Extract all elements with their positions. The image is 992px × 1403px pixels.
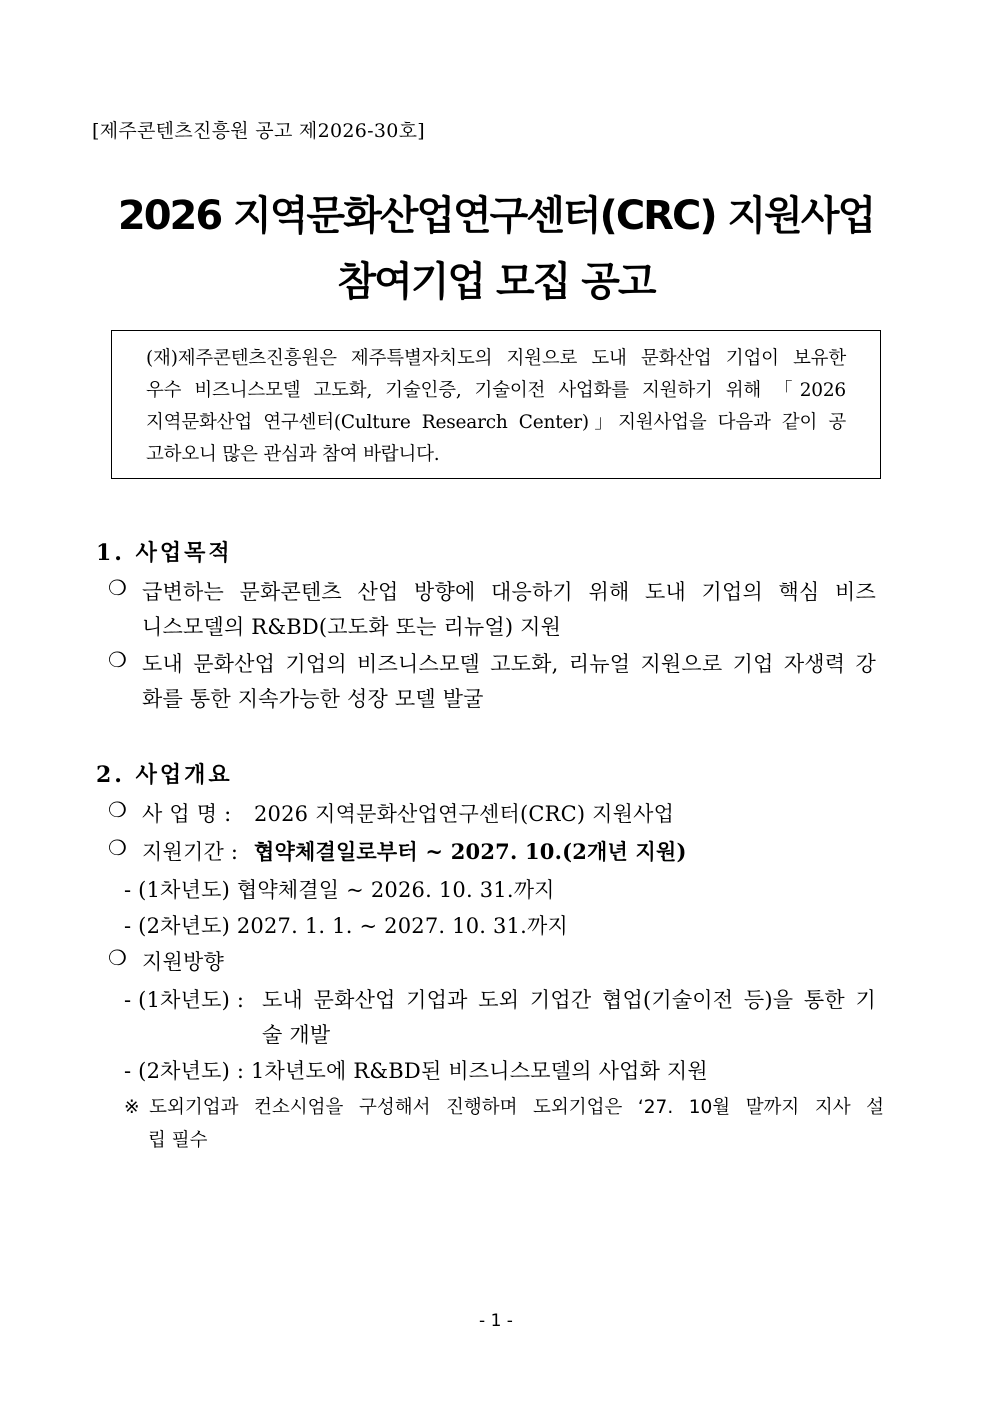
intro-line: 지역문화산업 연구센터(Culture Research Center)」지원사업을 다음과 같이 공 <box>146 412 846 433</box>
page-number: - 1 - <box>479 1311 513 1331</box>
project-name-label: 사 업 명 : <box>142 802 232 826</box>
direction-year-2: - (2차년도) : 1차년도에 R&BD된 비즈니스모델의 사업화 지원 <box>124 1059 708 1083</box>
bullet-symbol: ❍ <box>108 798 127 822</box>
notice-number: [제주콘텐츠진흥원 공고 제2026-30호] <box>92 120 426 142</box>
purpose-bullet-1-line-1: 급변하는 문화콘텐츠 산업 방향에 대응하기 위해 도내 기업의 핵심 비즈 <box>142 580 876 604</box>
direction-year-1-label: - (1차년도) : <box>124 988 245 1012</box>
project-name-value: 2026 지역문화산업연구센터(CRC) 지원사업 <box>254 802 675 826</box>
period-item-year-2: - (2차년도) 2027. 1. 1. ~ 2027. 10. 31.까지 <box>124 914 568 938</box>
purpose-bullet-2-line-2: 화를 통한 지속가능한 성장 모델 발굴 <box>142 687 484 711</box>
purpose-bullet-1-line-2: 니스모델의 R&BD(고도화 또는 리뉴얼) 지원 <box>142 615 562 639</box>
bullet-symbol: ❍ <box>108 836 127 860</box>
bullet-symbol: ❍ <box>108 648 127 672</box>
support-period-value: 협약체결일로부터 ~ 2027. 10.(2개년 지원) <box>254 839 687 864</box>
document-title-line-2: 참여기업 모집 공고 <box>337 259 655 305</box>
period-item-year-1: - (1차년도) 협약체결일 ~ 2026. 10. 31.까지 <box>124 878 555 902</box>
bullet-symbol: ❍ <box>108 576 127 600</box>
bullet-symbol: ❍ <box>108 946 127 970</box>
purpose-bullet-2-line-1: 도내 문화산업 기업의 비즈니스모델 고도화, 리뉴얼 지원으로 기업 자생력 강 <box>142 652 876 676</box>
section-2-heading: 2. 사업개요 <box>96 762 233 788</box>
consortium-note-line-1: ※도외기업과 컨소시엄을 구성해서 진행하며 도외기업은 ‘27. 10월 말까지 지사 설 <box>124 1097 884 1118</box>
direction-year-1-line-2: 술 개발 <box>262 1023 331 1047</box>
section-1-heading: 1. 사업목적 <box>96 540 233 566</box>
support-direction-label: 지원방향 <box>142 950 224 974</box>
intro-line: 우수 비즈니스모델 고도화, 기술인증, 기술이전 사업화를 지원하기 위해 「2026 <box>146 380 846 401</box>
intro-line: 고하오니 많은 관심과 참여 바랍니다. <box>146 444 440 465</box>
support-period-label: 지원기간 : <box>142 840 239 864</box>
intro-line: (재)제주콘텐츠진흥원은 제주특별자치도의 지원으로 도내 문화산업 기업이 보유한 <box>146 348 846 369</box>
consortium-note-line-2: 립 필수 <box>148 1130 208 1151</box>
direction-year-1-line-1: 도내 문화산업 기업과 도외 기업간 협업(기술이전 등)을 통한 기 <box>262 988 876 1012</box>
document-title-line-1: 2026 지역문화산업연구센터(CRC) 지원사업 <box>117 193 875 239</box>
